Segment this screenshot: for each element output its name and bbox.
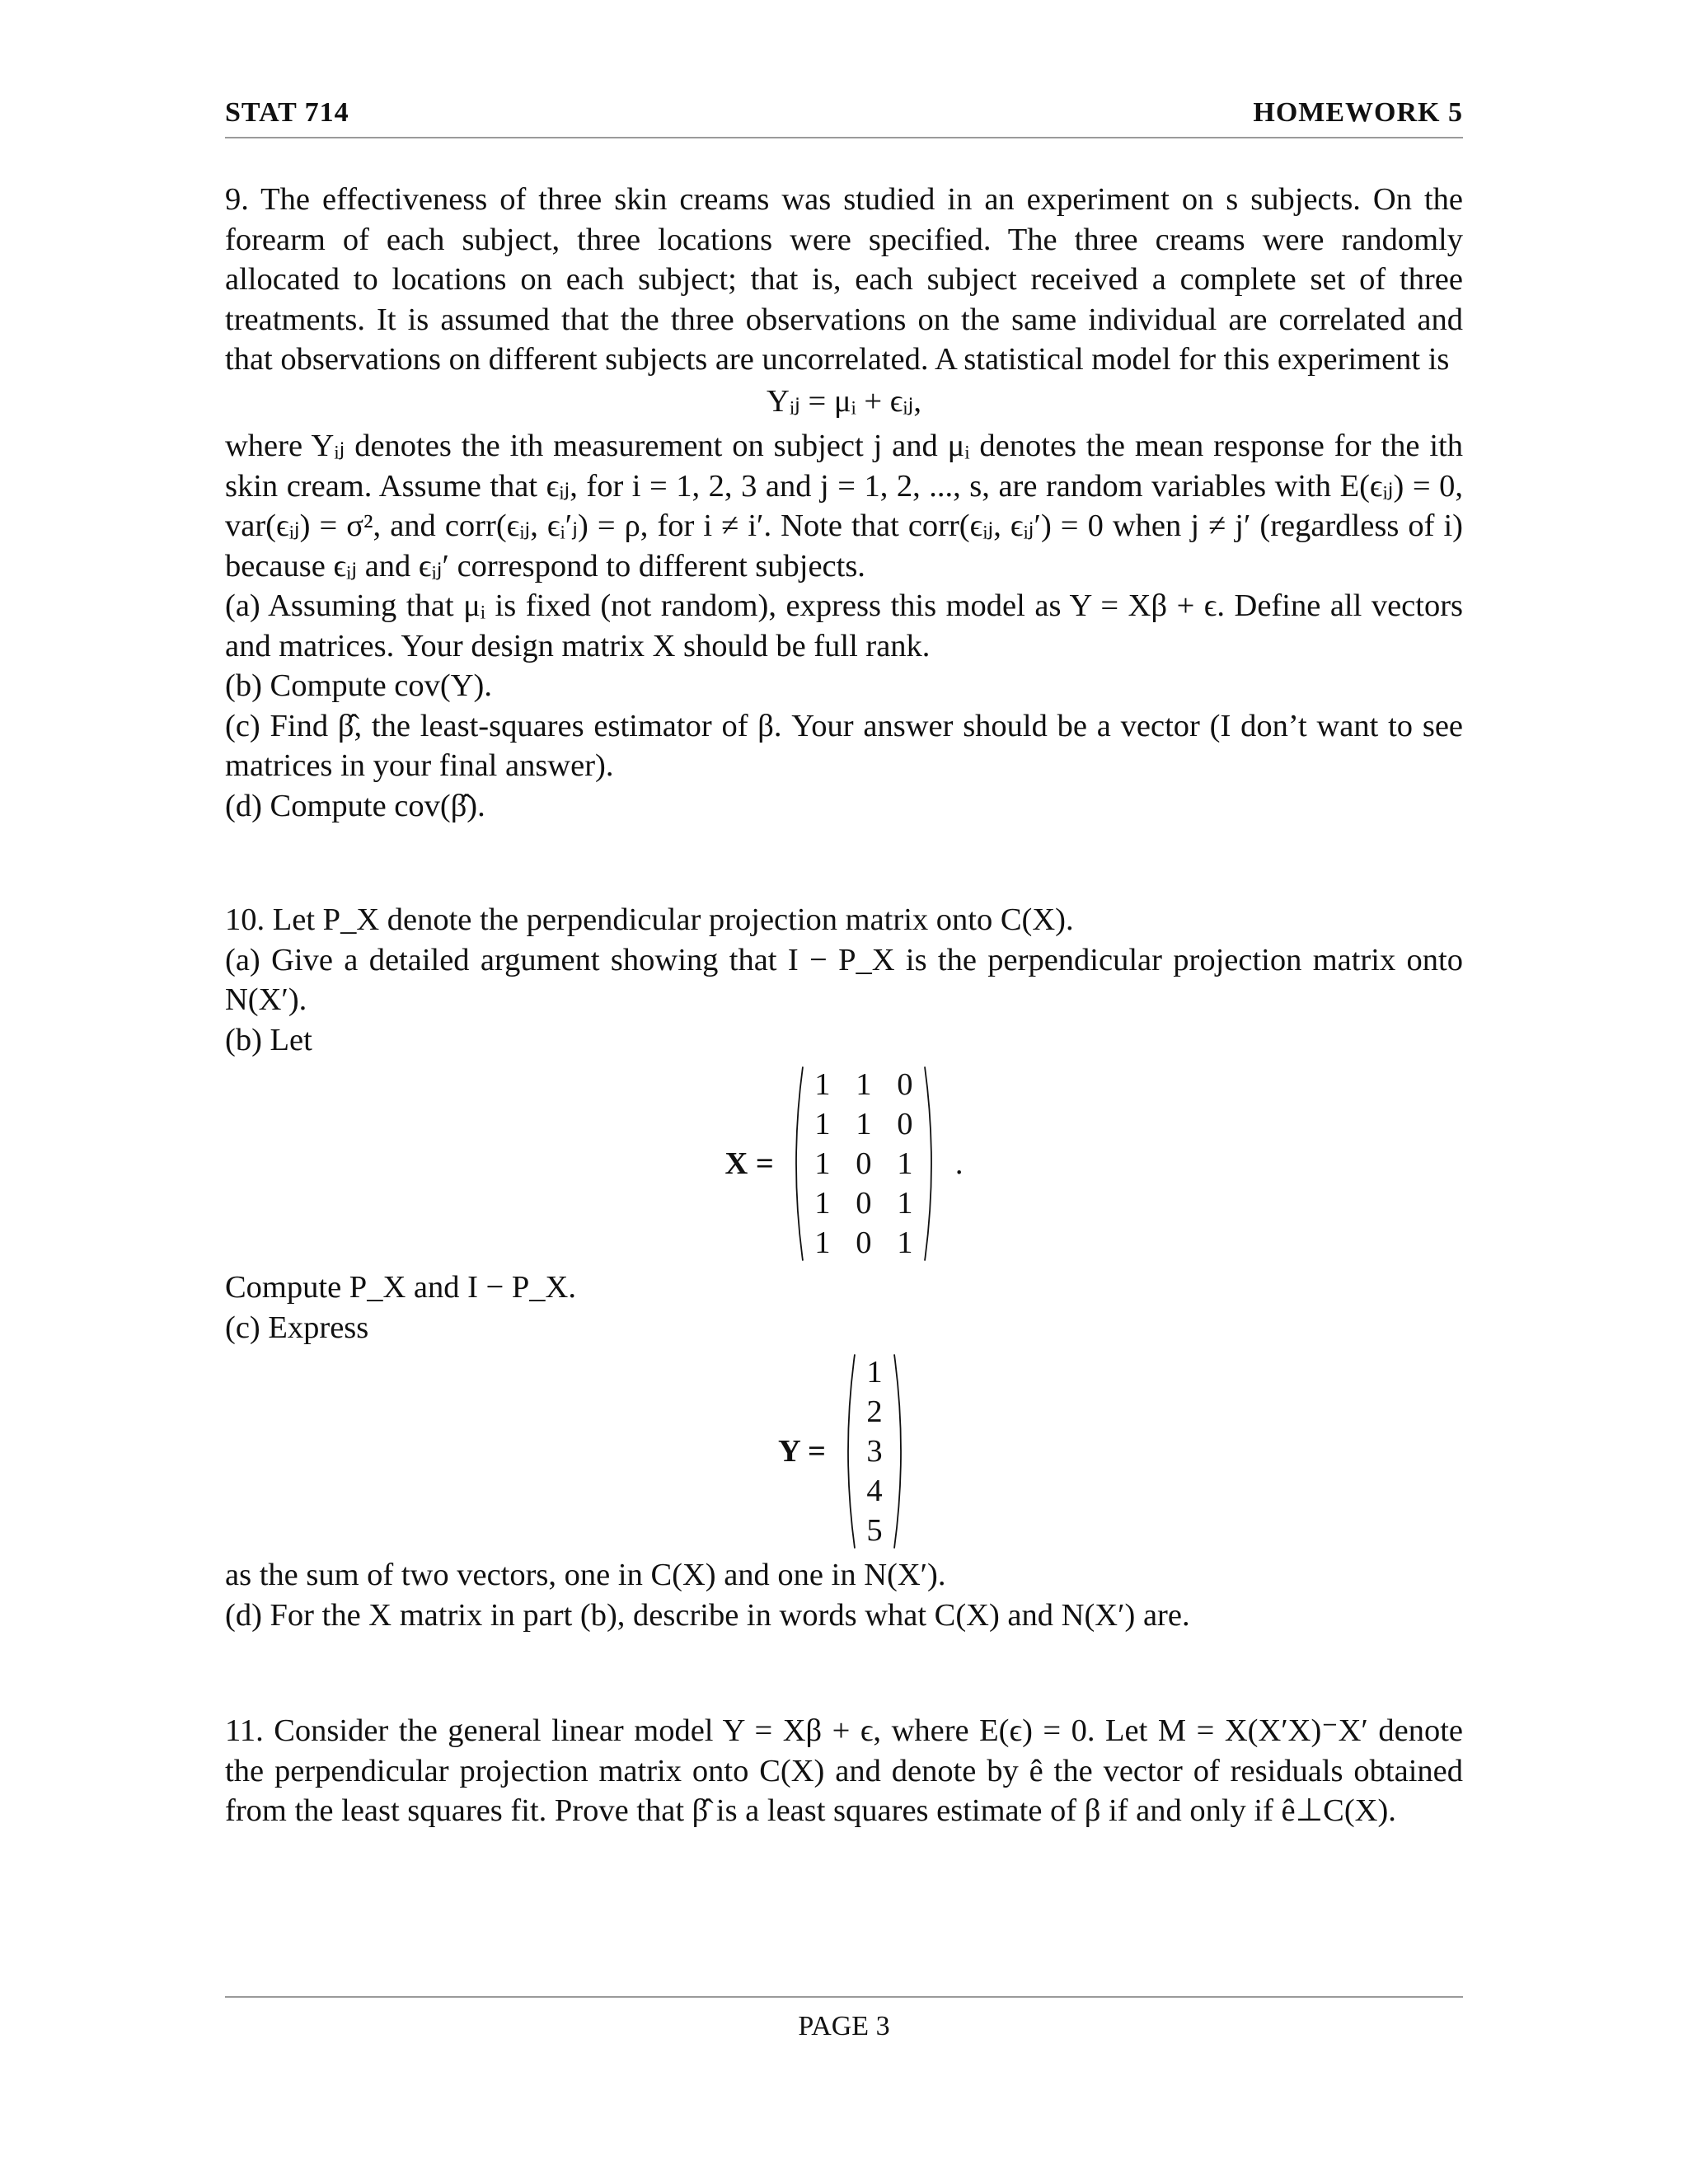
x-matrix-cell: 1 xyxy=(897,1226,913,1260)
problem-10-part-d: (d) For the X matrix in part (b), describe in words what C(X) and N(X′) are. xyxy=(225,1597,1190,1633)
problem-9-part-b: (b) Compute cov(Y). xyxy=(225,668,492,703)
problem-11 xyxy=(225,1711,1463,1831)
x-matrix-cell: 0 xyxy=(856,1226,872,1260)
x-matrix-period: . xyxy=(954,1146,964,1181)
problem-10-compute: Compute P_X and I − P_X. xyxy=(225,1270,576,1305)
y-vector xyxy=(839,1352,910,1550)
x-matrix-cell: 0 xyxy=(897,1107,913,1141)
y-vector-cell: 5 xyxy=(866,1513,883,1548)
page-number: PAGE 3 xyxy=(798,2011,890,2041)
right-paren xyxy=(922,1065,940,1263)
course-label: STAT 714 xyxy=(225,97,349,128)
y-vector-label: Y = xyxy=(778,1433,826,1469)
page-header xyxy=(225,97,1463,129)
header-rule xyxy=(225,137,1463,138)
y-vector-cell: 2 xyxy=(866,1394,883,1429)
model-equation: Yᵢⱼ = μᵢ + ϵᵢⱼ, xyxy=(767,383,921,419)
x-matrix-cell: 1 xyxy=(814,1067,831,1102)
problem-10-part-b-lead: (b) Let xyxy=(225,1022,312,1057)
x-matrix-cell: 1 xyxy=(856,1067,872,1102)
problem-9-part-c: (c) Find β̂, the least-squares estimator of β. Your answer should be a vector (I don’t want to see matrices in your final answer). xyxy=(225,708,1463,783)
x-matrix-cell: 0 xyxy=(897,1067,913,1102)
problem-9 xyxy=(225,180,1463,826)
problem-9-intro: 9. The effectiveness of three skin creams was studied in an experiment on s subjects. On the forearm of each subject, three locations were specified. The three creams were randomly allocated to locations on each subject; that is, each subject received a complete set of three treatments. It is assumed that the three observations on the same individual are correlated and that observations on different subjects are uncorrelated. A statistical model for this experiment is xyxy=(225,182,1463,377)
x-matrix-cell: 1 xyxy=(897,1146,913,1181)
x-matrix-cell: 0 xyxy=(856,1186,872,1221)
assignment-label: HOMEWORK 5 xyxy=(1253,97,1463,128)
x-matrix-cell: 1 xyxy=(814,1186,831,1221)
problem-10-part-c-lead: (c) Express xyxy=(225,1310,369,1345)
footer-rule xyxy=(225,1996,1463,1998)
x-matrix xyxy=(787,1065,940,1263)
right-paren xyxy=(892,1352,910,1550)
x-matrix-display xyxy=(225,1065,1463,1263)
left-paren xyxy=(839,1352,857,1550)
y-vector-cell: 1 xyxy=(866,1355,883,1390)
y-vector-grid xyxy=(857,1352,892,1550)
x-matrix-cell: 1 xyxy=(814,1226,831,1260)
problem-10 xyxy=(225,900,1463,1635)
x-matrix-cell: 1 xyxy=(856,1107,872,1141)
y-vector-cell: 3 xyxy=(866,1434,883,1469)
page-content xyxy=(225,180,1463,1831)
problem-9-description: where Yᵢⱼ denotes the ith measurement on subject j and μᵢ denotes the mean response for the ith skin cream. Assume that ϵᵢⱼ, for i = 1, 2, 3 and j = 1, 2, ..., s, are random variables with E(ϵᵢⱼ) = 0, var(ϵᵢⱼ) = σ², and corr(ϵᵢⱼ, ϵᵢ′ⱼ) = ρ, for i ≠ i′. Note that corr(ϵᵢⱼ, ϵᵢⱼ′) = 0 when j ≠ j′ (regardless of i) because ϵᵢⱼ and ϵᵢⱼ′ correspond to different subjects. xyxy=(225,429,1463,583)
problem-9-part-d: (d) Compute cov(β̂). xyxy=(225,788,485,823)
problem-10-part-c-tail: as the sum of two vectors, one in C(X) and one in N(X′). xyxy=(225,1558,946,1592)
problem-9-part-a: (a) Assuming that μᵢ is fixed (not random), express this model as Y = Xβ + ϵ. Define all vectors and matrices. Your design matrix X should be full rank. xyxy=(225,588,1463,663)
x-matrix-grid xyxy=(805,1065,922,1263)
x-matrix-label: X = xyxy=(724,1146,774,1181)
x-matrix-cell: 1 xyxy=(897,1186,913,1221)
problem-11-text: 11. Consider the general linear model Y = Xβ + ϵ, where E(ϵ) = 0. Let M = X(X′X)⁻X′ denote the perpendicular projection matrix onto C(X) and denote by ê the vector of residuals obtained from the least squares fit. Prove that β̂ is a least squares estimate of β if and only if ê⊥C(X). xyxy=(225,1713,1463,1828)
left-paren xyxy=(787,1065,805,1263)
x-matrix-cell: 1 xyxy=(814,1107,831,1141)
x-matrix-cell: 1 xyxy=(814,1146,831,1181)
problem-10-part-a: (a) Give a detailed argument showing that I − P_X is the perpendicular projection matrix onto N(X′). xyxy=(225,942,1463,1017)
problem-10-intro: 10. Let P_X denote the perpendicular projection matrix onto C(X). xyxy=(225,902,1074,937)
y-vector-cell: 4 xyxy=(866,1474,883,1508)
x-matrix-cell: 0 xyxy=(856,1146,872,1181)
y-vector-display xyxy=(225,1352,1463,1550)
